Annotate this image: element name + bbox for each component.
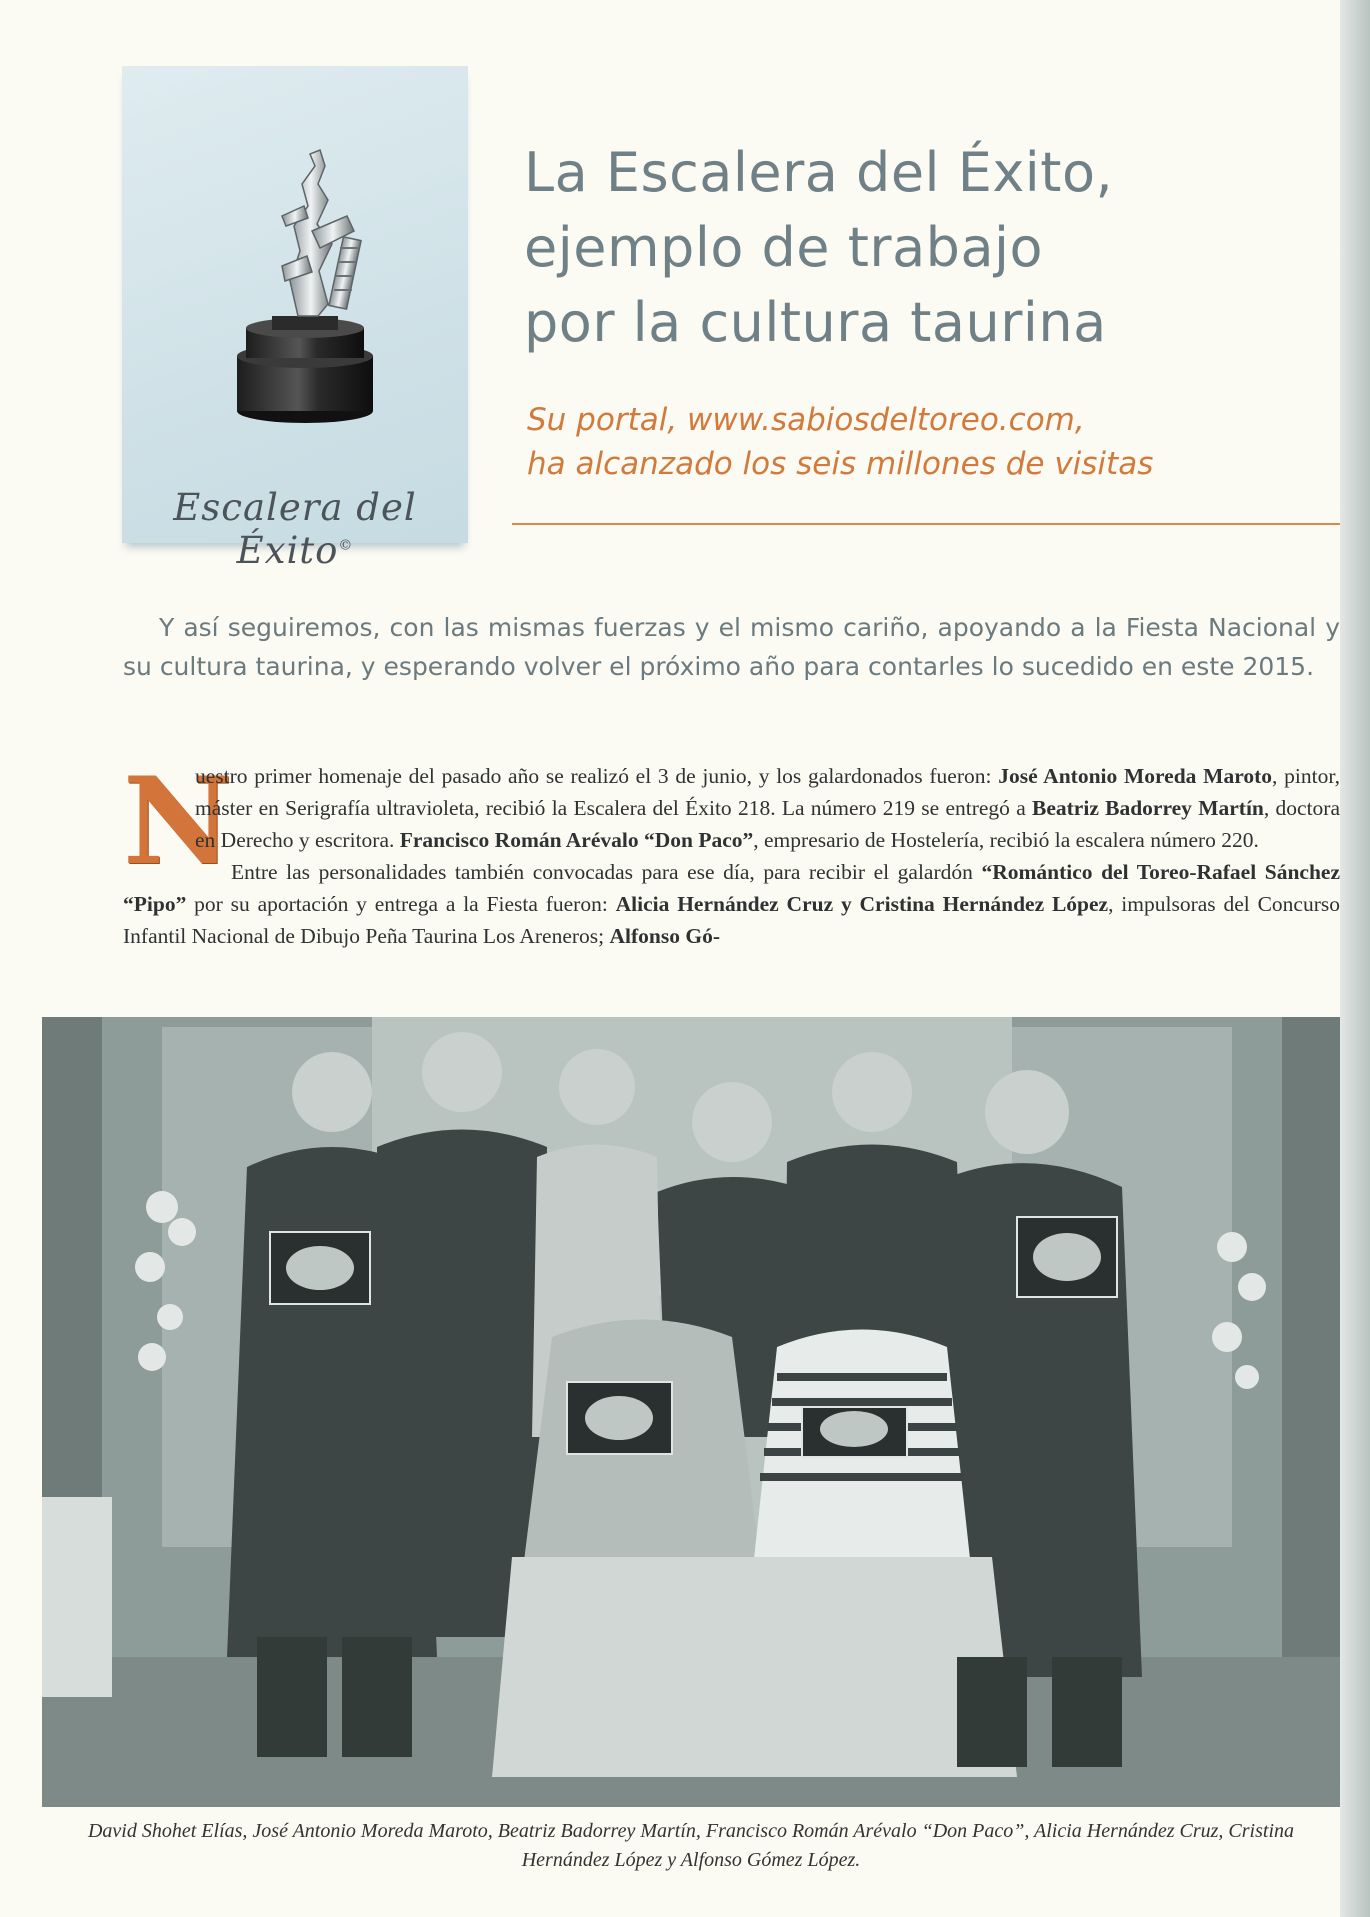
trophy-icon <box>122 66 468 486</box>
headline-line-1: La Escalera del Éxito, <box>524 141 1114 204</box>
intro-paragraph: Y así seguiremos, con las mismas fuerzas y el mismo cariño, apoyando a la Fiesta Nacional y su cultura taurina, y esperando volver el próximo año para contarles lo sucedido en este 2015. <box>123 613 1340 681</box>
subhead-line-2: ha alcanzado los seis millones de visitas <box>527 446 1154 482</box>
logo-wordmark: Escalera del Éxito© <box>173 486 417 572</box>
group-photo <box>42 1017 1340 1807</box>
article-subheading <box>527 398 1327 486</box>
subhead-line-1: Su portal, www.sabiosdeltoreo.com, <box>527 402 1085 438</box>
name-highlight: Francisco Román Arévalo “Don Paco” <box>399 828 754 852</box>
body-paragraph-1: N uestro primer homenaje del pasado año se realizó el 3 de junio, y los galardonados fueron: José Antonio Moreda Maroto, pintor, máster en Serigrafía ultravioleta, recibió la Escalera del Éxito 218. La número 219 se entregó a Beatriz Badorrey Martín, doctora en Derecho y escritora. Francisco Román Arévalo “Don Paco”, empresario de Hostelería, recibió la escalera número 220. <box>123 751 1340 892</box>
name-highlight: José Antonio Moreda Maroto <box>998 764 1273 788</box>
escalera-logo <box>122 66 468 572</box>
drop-cap: N <box>123 751 233 892</box>
headline-line-2: ejemplo de trabajo <box>524 216 1044 279</box>
photo-caption: David Shohet Elías, José Antonio Moreda Maroto, Beatriz Badorrey Martín, Francisco Román Arévalo “Don Paco”, Alicia Hernández Cruz, Cristina Hernández López y Alfonso Gómez López. <box>87 1820 1295 1871</box>
name-highlight: Alfonso Gó- <box>609 924 720 948</box>
article-headline <box>524 135 1324 360</box>
award-highlight: “Romántico del Toreo-Rafael Sánchez “Pipo” <box>123 860 1340 916</box>
header-divider <box>512 523 1340 525</box>
body-paragraph-2: Entre las personalidades también convocadas para ese día, para recibir el galardón “Romántico del Toreo-Rafael Sánchez “Pipo” por su aportación y entrega a la Fiesta fueron: Alicia Hernández Cruz y Cristina Hernández López, impulsoras del Concurso Infantil Nacional de Dibujo Peña Taurina Los Areneros; Alfonso Gó- <box>123 860 1340 948</box>
article-body <box>123 751 1340 952</box>
next-page-edge <box>1340 0 1370 1917</box>
headline-line-3: por la cultura taurina <box>524 291 1107 354</box>
name-highlight: Beatriz Badorrey Martín <box>1032 796 1264 820</box>
name-highlight: Alicia Hernández Cruz y Cristina Hernández López <box>615 892 1109 916</box>
